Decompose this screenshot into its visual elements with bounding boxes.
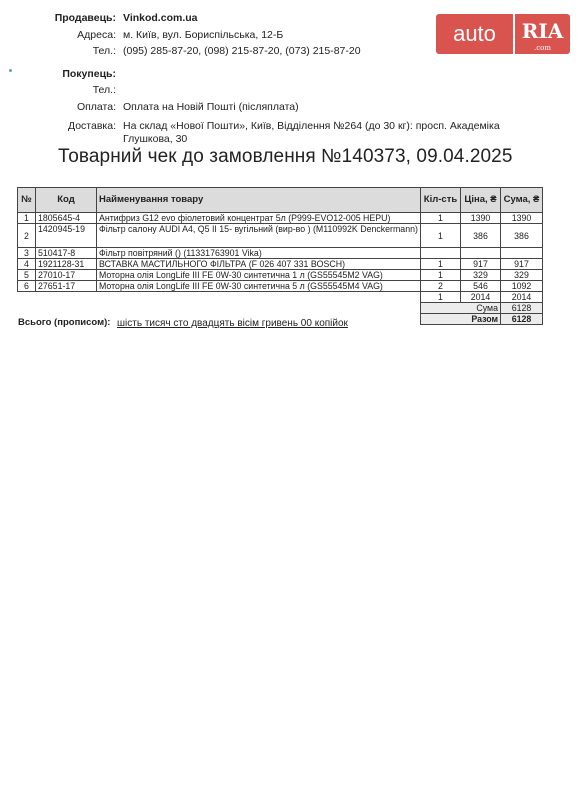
table-header-row	[18, 188, 543, 213]
logo-auto-text: auto	[436, 14, 513, 54]
total-label: Сума	[421, 303, 501, 314]
row-qty: 1	[421, 224, 461, 248]
row-name	[97, 292, 421, 303]
total-row-spacer	[18, 303, 421, 314]
row-name: Моторна олія LongLife III FE 0W-30 синтетична 5 л (GS55545M4 VAG)	[97, 281, 421, 292]
row-code: 1921128-31	[36, 259, 97, 270]
grand-total-value: 6128	[501, 314, 543, 325]
total-row	[18, 303, 543, 314]
delivery-line-2: Глушкова, 30	[123, 133, 188, 145]
row-code: 1805645-4	[36, 213, 97, 224]
table-row	[18, 248, 543, 259]
table-row	[18, 259, 543, 270]
seller-phone-label: Тел.:	[92, 45, 116, 57]
buyer-label: Покупець:	[62, 68, 116, 80]
row-name: Фільтр салону AUDI A4, Q5 II 15- вугільний (вир-во ) (M110992K Denckermann)	[97, 224, 421, 248]
row-price: 386	[461, 224, 501, 248]
row-qty: 1	[421, 213, 461, 224]
col-header-qty: Кіл-сть	[421, 188, 461, 213]
payment-label: Оплата:	[76, 101, 116, 113]
row-qty: 2	[421, 281, 461, 292]
delivery-line-1: На склад «Нової Пошти», Київ, Відділення №264 (до 30 кг): просп. Академіка	[123, 120, 500, 132]
seller-block	[0, 12, 440, 62]
logo-ria-word: RIA	[521, 19, 564, 43]
row-price: 546	[461, 281, 501, 292]
row-number: 5	[18, 270, 36, 281]
row-price	[461, 248, 501, 259]
items-table	[17, 187, 543, 325]
row-sum: 2014	[501, 292, 543, 303]
col-header-name: Найменування товару	[97, 188, 421, 213]
row-code: 1420945-19	[36, 224, 97, 248]
auto-ria-logo	[436, 14, 570, 54]
amount-words-value: шість тисяч сто двадцять вісім гривень 00 копійок	[117, 318, 348, 329]
table-row	[18, 292, 543, 303]
row-sum: 1390	[501, 213, 543, 224]
buyer-block	[0, 68, 560, 145]
col-header-price: Ціна, ₴	[461, 188, 501, 213]
row-name: Антифриз G12 evo фіолетовий концентрат 5л (P999-EVO12-005 HEPU)	[97, 213, 421, 224]
row-price: 2014	[461, 292, 501, 303]
row-qty: 1	[421, 292, 461, 303]
seller-address: м. Київ, вул. Бориспільська, 12-Б	[123, 29, 284, 41]
row-number: 4	[18, 259, 36, 270]
receipt-title: Товарний чек до замовлення №140373, 09.04.2025	[58, 146, 513, 167]
row-number: 6	[18, 281, 36, 292]
row-price: 329	[461, 270, 501, 281]
row-price: 917	[461, 259, 501, 270]
row-name: Фільтр повітряний () (11331763901 Vika)	[97, 248, 421, 259]
delivery-label: Доставка:	[67, 120, 116, 132]
row-qty: 1	[421, 270, 461, 281]
table-row	[18, 213, 543, 224]
buyer-phone-label: Тел.:	[92, 84, 116, 96]
row-code	[36, 292, 97, 303]
seller-label: Продавець:	[54, 12, 116, 24]
row-code: 27651-17	[36, 281, 97, 292]
col-header-sum: Сума, ₴	[501, 188, 543, 213]
row-qty	[421, 248, 461, 259]
table-row	[18, 270, 543, 281]
logo-domain: .com	[534, 44, 551, 52]
row-sum	[501, 248, 543, 259]
amount-words-label: Всього (прописом):	[18, 317, 111, 328]
logo-ria-text	[515, 14, 570, 54]
total-value: 6128	[501, 303, 543, 314]
payment-value: Оплата на Новій Пошті (післяплата)	[123, 101, 299, 113]
col-header-number: №	[18, 188, 36, 213]
row-sum: 917	[501, 259, 543, 270]
row-qty: 1	[421, 259, 461, 270]
grand-total-label: Разом	[421, 314, 501, 325]
row-number: 3	[18, 248, 36, 259]
row-number: 1	[18, 213, 36, 224]
row-sum: 1092	[501, 281, 543, 292]
row-name: ВСТАВКА МАСТИЛЬНОГО ФІЛЬТРА (F 026 407 331 BOSCH)	[97, 259, 421, 270]
row-sum: 386	[501, 224, 543, 248]
seller-name: Vinkod.com.ua	[123, 12, 198, 24]
row-code: 27010-17	[36, 270, 97, 281]
row-number: 2	[18, 224, 36, 248]
seller-phones: (095) 285-87-20, (098) 215-87-20, (073) 215-87-20	[123, 45, 361, 57]
address-label: Адреса:	[77, 29, 116, 41]
table-row	[18, 224, 543, 248]
row-price: 1390	[461, 213, 501, 224]
col-header-code: Код	[36, 188, 97, 213]
row-number	[18, 292, 36, 303]
row-name: Моторна олія LongLife III FE 0W-30 синтетична 1 л (GS55545M2 VAG)	[97, 270, 421, 281]
table-row	[18, 281, 543, 292]
row-code: 510417-8	[36, 248, 97, 259]
row-sum: 329	[501, 270, 543, 281]
